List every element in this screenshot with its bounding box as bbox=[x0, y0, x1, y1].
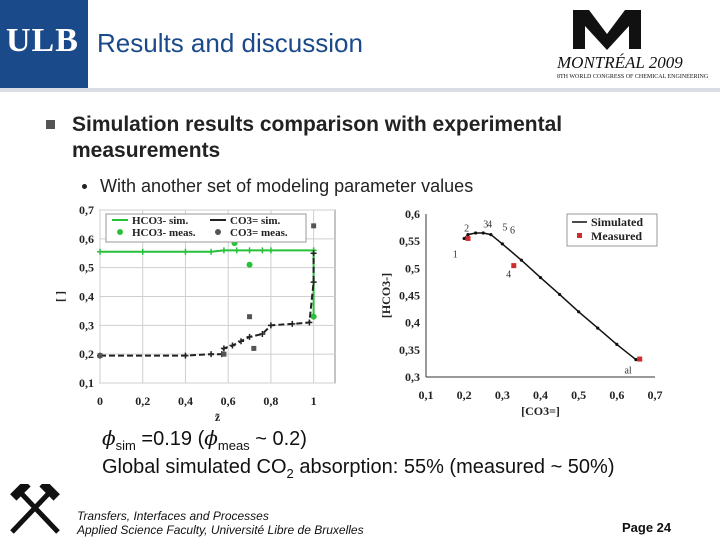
chart2-series-point bbox=[558, 293, 561, 296]
chart2-y-axis-label: [HCO3-] bbox=[379, 272, 393, 319]
chart2-series-point bbox=[501, 242, 504, 245]
chart2-point-annotation: 4 bbox=[506, 269, 512, 281]
montreal-2009-logo bbox=[555, 4, 720, 82]
chart2-x-tick-label: 0,6 bbox=[609, 388, 625, 402]
chart2-x-tick-label: 0,2 bbox=[456, 388, 472, 402]
chart2-point-annotation: 5 bbox=[502, 222, 508, 234]
footer-line-2: Applied Science Faculty, Université Libre de Bruxelles bbox=[77, 523, 364, 537]
chart2-legend-label: Measured bbox=[591, 229, 643, 243]
chart2-series-point bbox=[596, 327, 599, 330]
sub-bullet-text: With another set of modeling parameter values bbox=[100, 176, 474, 196]
absorption-prefix: Global simulated CO bbox=[102, 456, 287, 478]
chart2-measured-point bbox=[511, 263, 516, 268]
chart1-measured-point bbox=[251, 346, 256, 351]
chart1-x-tick-label: 0,4 bbox=[177, 394, 193, 408]
chart2-y-tick-label: 0,4 bbox=[405, 315, 420, 330]
chart2-legend-label: Simulated bbox=[591, 215, 644, 229]
chart2-series-point bbox=[577, 310, 580, 313]
chart2-y-tick-label: 0,35 bbox=[399, 342, 420, 357]
chart1-measured-point bbox=[247, 314, 252, 319]
chart2-y-tick-label: 0,6 bbox=[405, 207, 420, 221]
header-divider bbox=[0, 88, 720, 92]
chart2-y-tick-label: 0,5 bbox=[405, 261, 420, 276]
chart2-measured-point bbox=[465, 236, 470, 241]
chart2-y-tick-label: 0,3 bbox=[405, 370, 420, 384]
phi-sim-symbol: ϕ bbox=[102, 426, 116, 450]
chart1-x-tick-label: 0,6 bbox=[220, 394, 236, 408]
chart1-legend-label: HCO3- sim. bbox=[132, 215, 189, 227]
ulb-logo bbox=[0, 0, 88, 88]
chart2-series-line bbox=[464, 233, 636, 360]
chart1-x-tick-label: 0 bbox=[97, 394, 103, 408]
chart2-series-point bbox=[463, 237, 466, 240]
chart2-x-tick-label: 0,5 bbox=[571, 388, 587, 402]
chart1-legend-label: HCO3- meas. bbox=[132, 227, 196, 239]
chart2-point-annotation: 2 bbox=[464, 223, 470, 235]
phi-sim-value: =0.19 ( bbox=[135, 428, 205, 450]
chart1-measured-point bbox=[98, 353, 103, 358]
chart1-measured-point bbox=[221, 352, 226, 357]
phi-comparison bbox=[102, 426, 307, 453]
chart2-series-point bbox=[474, 231, 477, 234]
chart2-point-annotation: 6 bbox=[509, 225, 515, 237]
chart1-measured-point bbox=[311, 223, 316, 228]
chart1-y-tick-label: 0,1 bbox=[79, 376, 94, 390]
chart2-x-tick-label: 0,7 bbox=[647, 388, 663, 402]
chart2-legend-swatch bbox=[577, 233, 582, 238]
chart2-point-annotation: 3 bbox=[483, 219, 489, 231]
chart2-point-annotation: al bbox=[624, 365, 632, 377]
chart1-legend-label: CO3= sim. bbox=[230, 215, 281, 227]
chart2-x-axis-label: [CO3=] bbox=[521, 404, 560, 418]
chart2-point-annotation: 1 bbox=[452, 249, 458, 261]
chart1-x-tick-label: 0,2 bbox=[135, 394, 151, 408]
phi-meas-value: ~ 0.2) bbox=[249, 428, 307, 450]
slide-title: Results and discussion bbox=[97, 28, 363, 58]
chart2-series-point bbox=[482, 231, 485, 234]
absorption-suffix: absorption: 55% (measured ~ 50%) bbox=[293, 456, 615, 478]
page-number: Page 24 bbox=[622, 520, 672, 535]
chart1-y-axis-label: [ ] bbox=[53, 291, 67, 302]
chart2-y-tick-label: 0,45 bbox=[399, 288, 420, 303]
absorption-summary bbox=[102, 456, 615, 481]
co2-subscript: 2 bbox=[286, 466, 294, 481]
chart2-measured-point bbox=[637, 357, 642, 362]
footer-line-1: Transfers, Interfaces and Processes bbox=[77, 509, 269, 523]
chart2-point-annotation: 4 bbox=[487, 219, 493, 231]
chart2-y-tick-label: 0,55 bbox=[399, 234, 420, 249]
chart1-x-tick-label: 1 bbox=[310, 394, 317, 408]
chart2-series-point bbox=[520, 259, 523, 262]
chart1-legend-swatch bbox=[215, 229, 221, 235]
main-bullet-text: Simulation results comparison with experimental measurements bbox=[72, 113, 563, 162]
phi-sim-subscript: sim bbox=[115, 438, 136, 453]
square-bullet-icon bbox=[46, 120, 55, 129]
chart2-x-tick-label: 0,4 bbox=[533, 388, 548, 402]
comparison-charts bbox=[50, 200, 670, 426]
chart1-y-tick-label: 0,4 bbox=[79, 289, 94, 304]
chart1-y-tick-label: 0,2 bbox=[79, 347, 94, 362]
phi-meas-symbol: ϕ bbox=[204, 426, 218, 450]
crossed-hammers-icon bbox=[4, 484, 66, 538]
montreal-logo-text: MONTRÉAL 2009 bbox=[557, 53, 683, 72]
chart1-x-axis-label: z̃ bbox=[214, 410, 221, 424]
phi-meas-subscript: meas bbox=[217, 438, 250, 453]
chart1-measured-point bbox=[247, 262, 253, 268]
chart2-series-point bbox=[539, 276, 542, 279]
chart2-series-point bbox=[615, 343, 618, 346]
chart1-legend-label: CO3= meas. bbox=[230, 227, 288, 239]
chart1-y-tick-label: 0,5 bbox=[79, 260, 94, 275]
chart1-x-tick-label: 0,8 bbox=[263, 394, 279, 408]
dot-bullet-icon bbox=[82, 184, 87, 189]
congress-logo-text: 8TH WORLD CONGRESS OF CHEMICAL ENGINEERING bbox=[557, 74, 709, 80]
chart2-series-point bbox=[634, 358, 637, 361]
chart1-y-tick-label: 0,3 bbox=[79, 318, 94, 333]
ulb-logo-text: ULB bbox=[6, 22, 79, 59]
chart1-y-tick-label: 0,7 bbox=[79, 203, 94, 217]
chart2-series-point bbox=[489, 233, 492, 236]
chart1-measured-point bbox=[311, 314, 317, 320]
chart1-legend-swatch bbox=[117, 229, 123, 235]
chart2-x-tick-label: 0,1 bbox=[418, 388, 434, 402]
chart1-y-tick-label: 0,6 bbox=[79, 231, 94, 246]
chart2-x-tick-label: 0,3 bbox=[494, 388, 510, 402]
